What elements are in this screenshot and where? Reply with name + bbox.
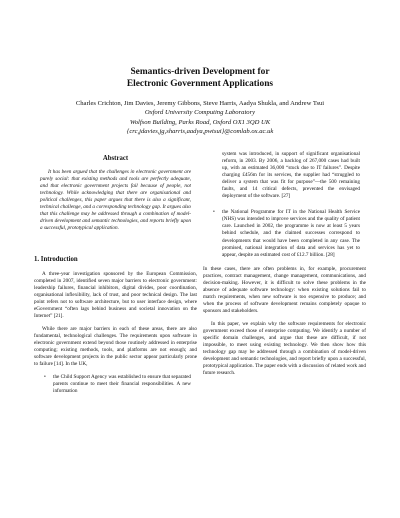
bullet-icon: • [44,374,46,381]
list-item [34,374,191,395]
list-item-continuation: system was introduced, in support of significant organisational reform, in 2003. By 2006, a backlog of 267,000 cases had built up, with an estimated 36,000 “stuck due to IT failures”. Despite charging £456m for its services, the supplier had “struggled to deliver a system that was fit for purpose”—the 500 remaining faults, and 14 critical defects, prevented the envisaged deployment of the software. [27] [222,151,360,200]
author-emails: {crc,jdavies,jg,sharris,aadya,pwtsui}@comlab.ox.ac.uk [126,128,274,136]
body-paragraph: While there are major barriers in each of these areas, there are also fundamental, technological challenges. The requirements upon software in electronic government extend beyond those routinely addressed in enterprise computing; existing methods, tools, and platforms are not enough; and software development projects in the public sector appear particularly prone to failure [14]. In the UK, [34,325,197,368]
abstract-heading: Abstract [102,155,129,162]
author-block [0,99,400,137]
bullet-list [203,209,366,258]
body-paragraph: A three-year investigation sponsored by the European Commission, completed in 2007, identified seven major barriers to electronic government: leadership failures, financial inhibitors, digital divides, poor coordination, organisational inflexibility, lack of trust, and poor technical design. The last point refers not to software architecture, but to user interface design, where eGovernment “often lags behind business and societal innovation on the Internet” [21]. [34,270,197,319]
list-item [203,209,360,258]
right-column [203,151,366,377]
author-list: Charles Crichton, Jim Davies, Jeremy Gibbons, Steve Harris, Aadya Shukla, and Andrew Tsui [75,100,325,107]
section-heading-introduction: 1. Introduction [34,256,78,264]
affiliation-lab: Oxford University Computing Laboratory [144,109,256,117]
list-item-text: the Child Support Agency was established to ensure that separated parents continue to meet their financial responsibilities. A new information [53,374,191,395]
paper-title [0,66,400,90]
list-item-text: the National Programme for IT in the National Health Service (NHS) was intended to improve services and the quality of patient care. Launched in 2002, the programme is now at least 5 years behind schedule, and the claimed successes correspond to developments that would have been completed in any case. The promised, national integration of data and services has yet to appear, despite an estimated cost of £12.7 billion. [28] [222,209,360,258]
abstract-text: It has been argued that the challenges in electronic government are purely social: that existing methods and tools are perfectly adequate, and that electronic government projects fail because of people, not technology. While acknowledging that there are organisational and political challenges, this paper argues that there is also a significant, technical challenge, and a corresponding technology gap. It argues also that this challenge may be addressed through a combination of model-driven development and semantic technologies, and reports briefly upon a successful, prototypical application. [40,169,191,232]
affiliation-address: Wolfson Building, Parks Road, Oxford OX1 3QD UK [129,118,271,126]
title-line: Semantics-driven Development for [130,67,270,77]
body-paragraph: In these cases, there are often problems in, for example, procurement practices, contract management, change management, communications, and decision-making. However, it is difficult to solve these problems in the absence of adequate software technology: when existing solutions fail to match requirements, when new software is too expensive to produce; and when the process of software development remains completely opaque to sponsors and stakeholders. [203,265,366,314]
left-column [34,150,197,395]
bullet-icon: • [213,209,215,216]
bullet-list [34,374,197,395]
body-paragraph: In this paper, we explain why the software requirements for electronic government exceed those of enterprise computing. We identify a number of specific domain challenges, and argue that these are difficult, if not impossible, to meet using existing technology. We then show how this technology gap may be addressed through a combination of model-driven development and semantic technologies, and report briefly upon a successful, prototypical application. The paper ends with a discussion of related work and future research. [203,320,366,377]
title-line: Electronic Government Applications [126,79,274,89]
